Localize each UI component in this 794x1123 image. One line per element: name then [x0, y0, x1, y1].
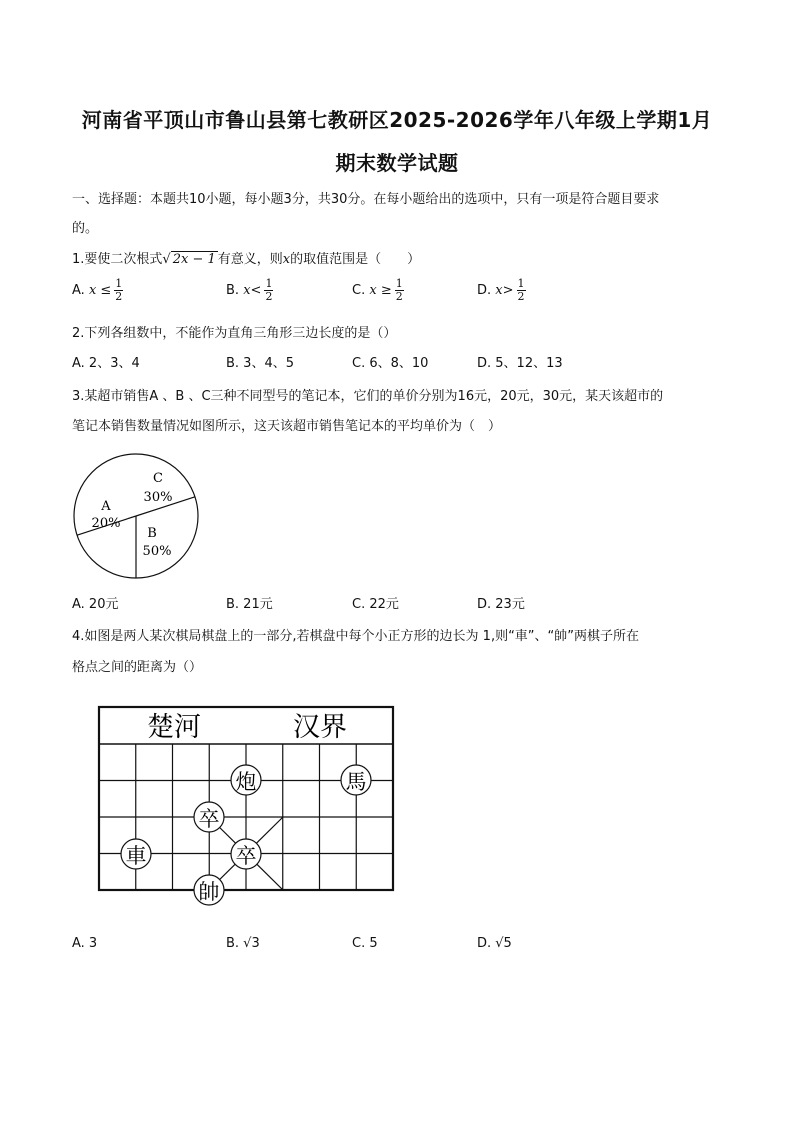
slice-label-a: A: [101, 499, 111, 514]
piece-che-label: 車: [125, 844, 147, 868]
q1-option-fraction: [114, 278, 123, 303]
q1-option-a[interactable]: [72, 278, 123, 303]
question-2: 2.下列各组数中，不能作为直角三角形三边长度的是（）: [72, 326, 397, 341]
q1-option-label: B.: [226, 283, 240, 298]
fraction-denominator: 2: [115, 290, 123, 303]
q2-option-c[interactable]: C. 6、8、10: [352, 356, 429, 371]
q2-option-b[interactable]: B. 3、4、5: [226, 356, 294, 371]
piece-che: [121, 839, 151, 869]
fraction-numerator: 1: [395, 277, 403, 290]
q1-option-d[interactable]: [477, 278, 526, 303]
q3-option-b[interactable]: B. 21元: [226, 597, 273, 612]
q4-option-c[interactable]: C. 5: [352, 936, 378, 951]
q1-option-c[interactable]: [352, 278, 404, 303]
chess-board: [96, 704, 396, 914]
section-instruction: 一、选择题：本题共10小题，每小题3分，共30分。在每小题给出的选项中，只有一项是符合题目要求: [72, 192, 660, 207]
question-3-cont: 笔记本销售数量情况如图所示，这天该超市销售笔记本的平均单价为（ ）: [72, 419, 502, 434]
q3-option-c[interactable]: C. 22元: [352, 597, 399, 612]
river-text-right: 汉界: [293, 712, 347, 743]
q1-option-relation: x<: [243, 283, 262, 298]
q2-option-d[interactable]: D. 5、12、13: [477, 356, 563, 371]
slice-label-b: B: [147, 526, 157, 541]
piece-zu-2-label: 卒: [235, 844, 257, 868]
fraction-numerator: 1: [265, 277, 273, 290]
q1-option-relation: x>: [495, 283, 514, 298]
piece-ma: [341, 765, 371, 795]
q1-var: x: [282, 252, 291, 267]
slice-percent-c: 30%: [143, 490, 173, 505]
piece-shuai-label: 帥: [198, 880, 220, 904]
q2-option-a[interactable]: A. 2、3、4: [72, 356, 140, 371]
q1-text-pre: 1.要使二次根式: [72, 252, 163, 267]
question-1: [72, 248, 420, 267]
q1-option-relation: x ≥: [369, 283, 392, 298]
river-text-left: 楚河: [147, 712, 201, 743]
piece-pao: [231, 765, 261, 795]
piece-zu-1: [194, 802, 224, 832]
section-instruction-cont: 的。: [72, 221, 99, 236]
q1-option-label: A.: [72, 283, 85, 298]
fraction-denominator: 2: [265, 290, 273, 303]
q1-option-label: D.: [477, 283, 492, 298]
q3-option-d[interactable]: D. 23元: [477, 597, 525, 612]
q1-text-post2: 的取值范围是（ ）: [290, 252, 421, 267]
fraction-denominator: 2: [395, 290, 403, 303]
fraction-numerator: 1: [517, 277, 525, 290]
q1-option-fraction: [395, 278, 404, 303]
q1-radical: √ 2x − 1: [162, 252, 216, 267]
piece-ma-label: 馬: [345, 770, 367, 794]
question-4-cont: 格点之间的距离为（）: [72, 660, 203, 675]
q1-radicand: 2x − 1: [172, 252, 216, 267]
page-subtitle: 期末数学试题: [335, 151, 459, 175]
slice-percent-b: 50%: [142, 544, 172, 559]
slice-percent-a: 20%: [91, 516, 121, 531]
q4-option-d[interactable]: D. √5: [477, 936, 512, 951]
fraction-denominator: 2: [517, 290, 525, 303]
page-title: 河南省平顶山市鲁山县第七教研区2025-2026学年八年级上学期1月: [81, 108, 713, 132]
q4-option-b[interactable]: B. √3: [226, 936, 260, 951]
piece-zu-1-label: 卒: [198, 807, 220, 831]
piece-pao-label: 炮: [235, 770, 257, 794]
question-3: 3.某超市销售A 、B 、C三种不同型号的笔记本，它们的单价分别为16元，20元，30元，某天该超市的: [72, 389, 664, 404]
q4-option-a[interactable]: A. 3: [72, 936, 98, 951]
q3-option-a[interactable]: A. 20元: [72, 597, 119, 612]
pie-chart: [66, 446, 206, 586]
q1-option-relation: x ≤: [88, 283, 112, 298]
q1-text-post: 有意义，则: [217, 252, 283, 267]
q1-option-fraction: [517, 278, 526, 303]
fraction-numerator: 1: [115, 277, 123, 290]
piece-zu-2: [231, 839, 261, 869]
q1-option-b[interactable]: [226, 278, 273, 303]
question-4: 4.如图是两人某次棋局棋盘上的一部分,若棋盘中每个小正方形的边长为 1,则“車”、“帥”两棋子所在: [72, 629, 640, 644]
q1-option-label: C.: [352, 283, 366, 298]
piece-shuai: [194, 875, 224, 905]
slice-label-c: C: [153, 471, 163, 486]
q1-option-fraction: [264, 278, 273, 303]
